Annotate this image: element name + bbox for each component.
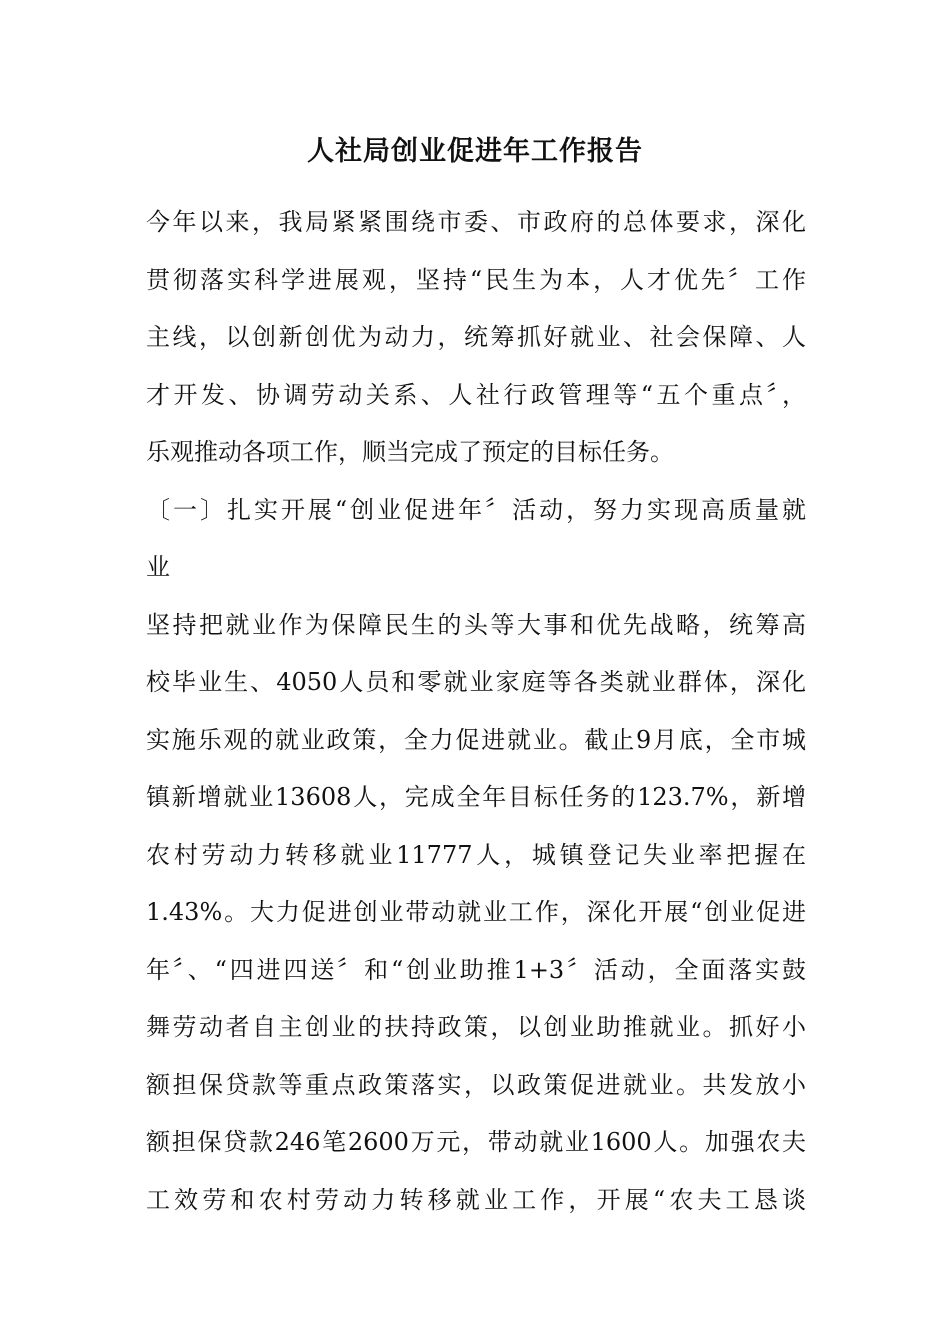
paragraph-line: 舞劳动者自主创业的扶持政策，以创业助推就业。抓好小: [146, 1013, 806, 1041]
section-heading-line: 〔一〕扎实开展“创业促进年〞活动，努力实现高质量就: [146, 496, 806, 524]
paragraph-line: 额担保贷款246笔2600万元，带动就业1600人。加强农夫: [146, 1128, 806, 1156]
paragraph-line: 1.43%。大力促进创业带动就业工作，深化开展“创业促进: [146, 898, 806, 926]
paragraph-line: 额担保贷款等重点政策落实，以政策促进就业。共发放小: [146, 1071, 806, 1099]
paragraph-line: 今年以来，我局紧紧围绕市委、市政府的总体要求，深化: [146, 208, 806, 236]
paragraph-line: 实施乐观的就业政策，全力促进就业。截止9月底，全市城: [146, 726, 806, 754]
paragraph-line: 校毕业生、4050人员和零就业家庭等各类就业群体，深化: [146, 668, 806, 696]
paragraph-line: 乐观推动各项工作，顺当完成了预定的目标任务。: [146, 438, 674, 466]
paragraph-line: 贯彻落实科学进展观，坚持“民生为本，人才优先〞工作: [146, 266, 806, 294]
paragraph-line: 工效劳和农村劳动力转移就业工作，开展“农夫工恳谈: [146, 1186, 806, 1214]
paragraph-line: 镇新增就业13608人，完成全年目标任务的123.7%，新增: [146, 783, 806, 811]
paragraph-line: 才开发、协调劳动关系、人社行政管理等“五个重点〞，: [146, 381, 806, 409]
section-heading-line: 业: [146, 553, 170, 581]
document-title: 人社局创业促进年工作报告: [307, 136, 643, 167]
paragraph-line: 坚持把就业作为保障民生的头等大事和优先战略，统筹高: [146, 611, 806, 639]
paragraph-line: 年〞、“四进四送〞和“创业助推1+3〞活动，全面落实鼓: [146, 956, 806, 984]
paragraph-line: 主线，以创新创优为动力，统筹抓好就业、社会保障、人: [146, 323, 806, 351]
paragraph-line: 农村劳动力转移就业11777人，城镇登记失业率把握在: [146, 841, 806, 869]
